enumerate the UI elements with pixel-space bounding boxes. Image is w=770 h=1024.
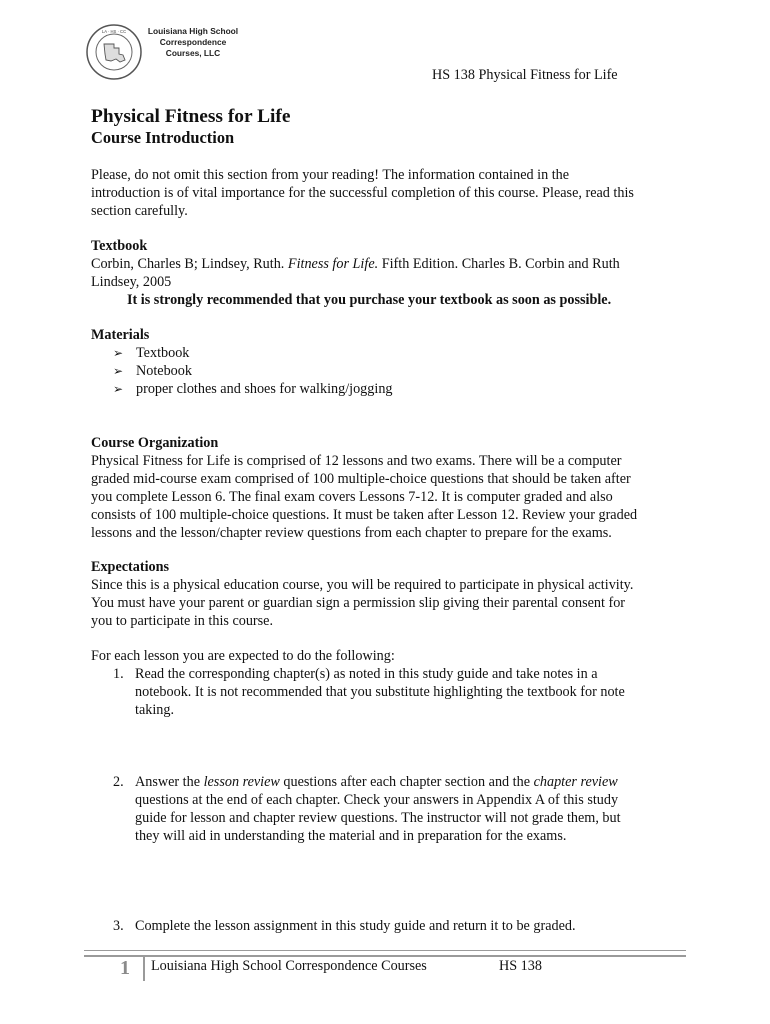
organization-line: graded mid-course exam comprised of 100 multiple-choice questions that should be taken after: [91, 471, 631, 487]
task-line: Complete the lesson assignment in this study guide and return it to be graded.: [135, 918, 576, 934]
expectations-line: You must have your parent or guardian sign a permission slip giving their parental consent for: [91, 595, 626, 611]
svg-text:LA · HS · CC: LA · HS · CC: [101, 29, 127, 34]
intro-line: Please, do not omit this section from your reading! The information contained in the: [91, 167, 570, 183]
intro-line: introduction is of vital importance for the successful completion of this course. Please, read this: [91, 185, 634, 201]
arrow-bullet-icon: ➢: [113, 364, 124, 378]
material-label: proper clothes and shoes for walking/jogging: [136, 381, 393, 397]
expectations-section: [91, 558, 633, 630]
page-subtitle: Course Introduction: [91, 128, 235, 147]
organization-line: lessons and the lesson/chapter review questions from each chapter to prepare for the exams.: [91, 525, 612, 541]
footer-divider: [84, 950, 686, 957]
footer-course-code: HS 138: [499, 958, 542, 974]
header-course-code: HS 138 Physical Fitness for Life: [432, 67, 618, 83]
task-line: they will aid in understanding the material and in preparation for the exams.: [135, 828, 567, 844]
material-label: Notebook: [136, 363, 192, 379]
expectations-heading: Expectations: [91, 559, 170, 575]
logo-line: Correspondence: [159, 37, 227, 47]
task-line: guide for lesson and chapter review questions. The instructor will not grade them, but: [135, 810, 621, 826]
textbook-edition: Fifth Edition. Charles B. Corbin and Ruth: [378, 256, 620, 272]
logo-line: Louisiana High School: [147, 26, 239, 36]
state-seal-icon: [86, 24, 142, 80]
item-number: 1.: [113, 666, 124, 682]
textbook-section: [91, 237, 620, 291]
list-item: [113, 344, 393, 362]
footer-separator: [143, 955, 145, 981]
organization-heading: Course Organization: [91, 435, 219, 451]
organization-line: Physical Fitness for Life is comprised of 12 lessons and two exams. There will be a computer: [91, 453, 622, 469]
textbook-recommendation: It is strongly recommended that you purchase your textbook as soon as possible.: [127, 292, 612, 308]
task-line: Read the corresponding chapter(s) as noted in this study guide and take notes in a: [135, 666, 598, 682]
organization-line: consists of 100 multiple-choice questions. It must be taken after Lesson 12. Review your graded: [91, 507, 638, 523]
task-line: [135, 773, 770, 791]
expectations-line: Since this is a physical education course, you will be required to participate in physical activity.: [91, 577, 634, 593]
logo-line: Courses, LLC: [165, 48, 221, 58]
list-item: [113, 380, 393, 398]
list-item: [113, 773, 770, 845]
expectations-line: you to participate in this course.: [91, 613, 274, 629]
material-label: Textbook: [136, 345, 190, 361]
page-title: Physical Fitness for Life: [91, 106, 291, 127]
list-item: [113, 362, 393, 380]
logo-text: [143, 26, 243, 59]
task-emphasis: chapter review: [533, 774, 618, 790]
textbook-heading: Textbook: [91, 238, 148, 254]
textbook-citation-line2: Lindsey, 2005: [91, 274, 172, 290]
textbook-citation: [91, 255, 620, 273]
intro-paragraph: [91, 166, 634, 220]
materials-list: [113, 344, 393, 398]
item-number: 2.: [113, 774, 124, 790]
list-item: [113, 917, 770, 935]
footer-school-name: Louisiana High School Correspondence Courses: [151, 958, 427, 974]
materials-heading: Materials: [91, 327, 150, 343]
organization-section: [91, 434, 637, 542]
textbook-authors: Corbin, Charles B; Lindsey, Ruth.: [91, 256, 288, 272]
task-emphasis: lesson review: [203, 774, 280, 790]
list-item: [113, 665, 770, 719]
task-line: taking.: [135, 702, 175, 718]
item-number: 3.: [113, 918, 124, 934]
task-text: questions after each chapter section and the: [279, 774, 534, 790]
textbook-title: Fitness for Life.: [287, 256, 379, 272]
school-logo: [86, 22, 239, 84]
task-line: notebook. It is not recommended that you substitute highlighting the textbook for note: [135, 684, 625, 700]
lesson-tasks-intro: For each lesson you are expected to do the following:: [91, 648, 395, 664]
task-line: questions at the end of each chapter. Check your answers in Appendix A of this study: [135, 792, 619, 808]
organization-line: you complete Lesson 6. The final exam covers Lessons 7-12. It is computer graded and also: [91, 489, 613, 505]
arrow-bullet-icon: ➢: [113, 382, 124, 396]
arrow-bullet-icon: ➢: [113, 346, 124, 360]
intro-line: section carefully.: [91, 203, 188, 219]
page-number: 1: [120, 957, 130, 979]
task-text: Answer the: [135, 774, 204, 790]
